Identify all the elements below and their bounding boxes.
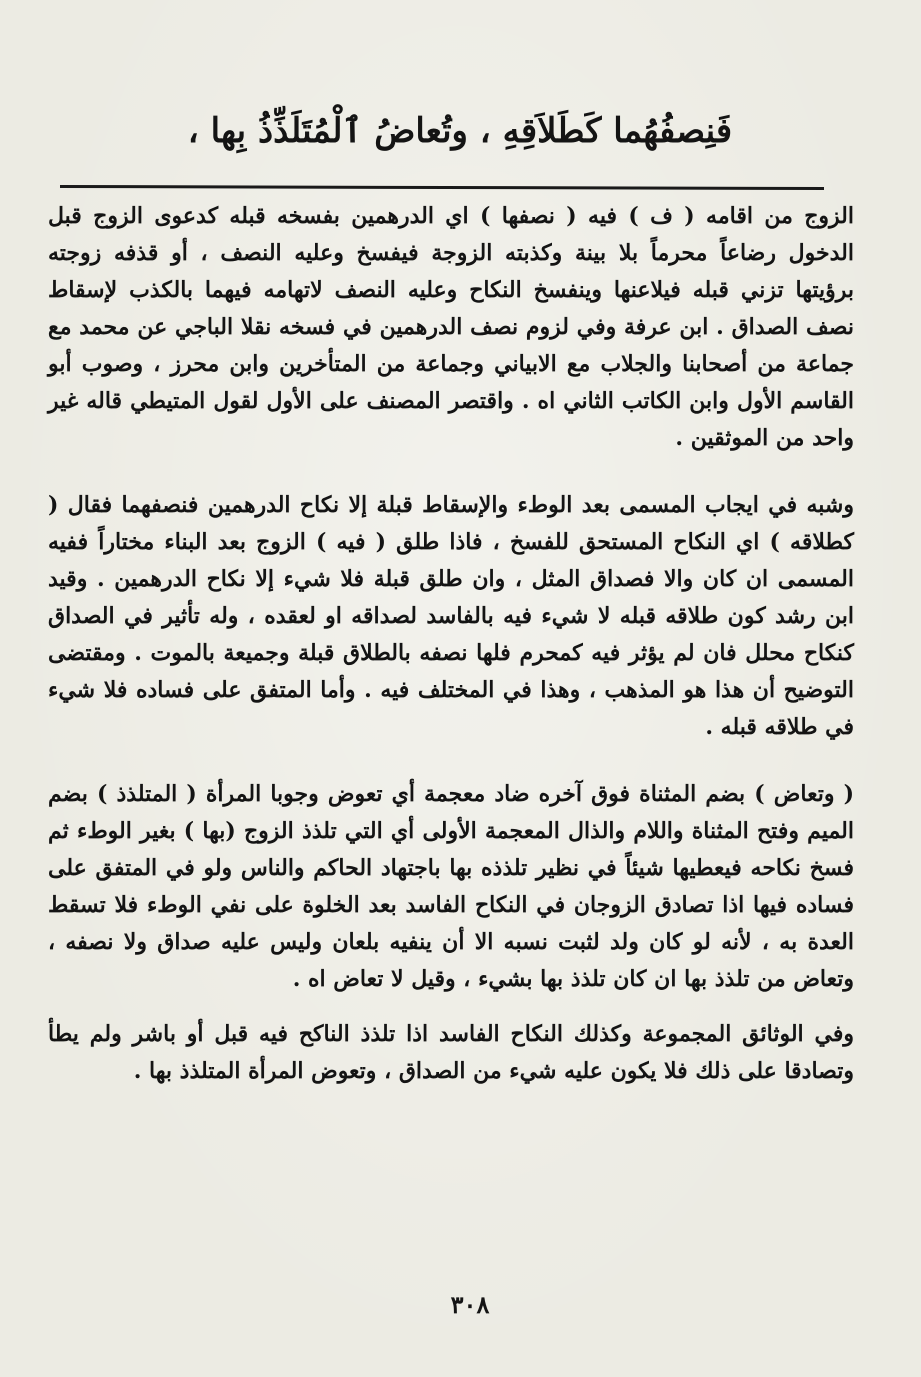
paragraph-3: ( وتعاض ) بضم المثناة فوق آخره ضاد معجمة أي تعوض وجوبا المرأة ( المتلذذ ) بضم الميم وفتح المثناة واللام والذال المعجمة الأولى أي التي تلذذ الزوج (بها ) بغير الوطء ثم فسخ نكاحه فيعطيها شيئاً في نظير تلذذه بها باجتهاد الحاكم والناس ولو في المتفق على فساده فيها اذا تصادق الزوجان في النكاح الفاسد بعد الخلوة على نفي الوطء فلا تسقط العدة به ، لأنه لو كان ولد لثبت نسبه الا أن ينفيه بلعان وليس عليه صداق ولا نصفه ، وتعاض من تلذذ بها ان كان تلذذ بها بشيء ، وقيل لا تعاض اه . [48, 781, 854, 992]
paragraph-4: وفي الوثائق المجموعة وكذلك النكاح الفاسد اذا تلذذ الناكح فيه قبل أو باشر ولم يطأ وتصادقا على ذلك فلا يكون عليه شيء من الصداق ، وتعوض المرأة المتلذذ بها . [48, 1021, 854, 1084]
header-verse: فَنِصفُهُما كَطَلاَقِهِ ، وتُعاضُ ٱلْمُتَلَذِّذُ بِها ، [187, 111, 733, 151]
paragraph-1: الزوج من اقامه ( ف ) فيه ( نصفها ) اي الدرهمين بفسخه قبله كدعوى الزوج قبل الدخول رضاعاً محرماً بلا بينة وكذبته الزوجة فيفسخ وعليه النصف ، أو قذفه زوجته برؤيتها تزني قبله فيلاعنها وينفسخ النكاح وعليه النصف لاتهامه فيهما بالكذب لإسقاط نصف الصداق . ابن عرفة وفي لزوم نصف الدرهمين في فسخه نقلا الباجي عن محمد مع جماعة من أصحابنا والجلاب مع الابياني وجماعة من المتأخرين وابن محرز ، وصوب أبو القاسم الأول وابن الكاتب الثاني اه . واقتصر المصنف على الأول لقول المتيطي قاله غير واحد من الموثقين . [48, 203, 855, 451]
paragraph-2: وشبه في ايجاب المسمى بعد الوطء والإسقاط قبلة إلا نكاح الدرهمين فنصفهما فقال ( كطلاقه ) اي النكاح المستحق للفسخ ، فاذا طلق ( فيه ) الزوج بعد البناء مختاراً ففيه المسمى ان كان والا فصداق المثل ، وان طلق قبلة فلا شيء إلا نكاح الدرهمين . وقيد ابن رشد كون طلاقه قبله لا شيء فيه بالفاسد لصداقه او لعقده ، وله تأثير في الصداق كنكاح محلل فان لم يؤثر فيه كمحرم فلها نصفه بالطلاق قبلة وجميعة بالموت . ومقتضى التوضيح أن هذا هو المذهب ، وهذا في المختلف فيه . وأما المتفق على فساده فلا شيء في طلاقه قبله . [48, 492, 854, 740]
page-number: ٣٠٨ [450, 1290, 490, 1319]
header-divider [60, 185, 824, 190]
commentary-body [48, 198, 854, 1090]
